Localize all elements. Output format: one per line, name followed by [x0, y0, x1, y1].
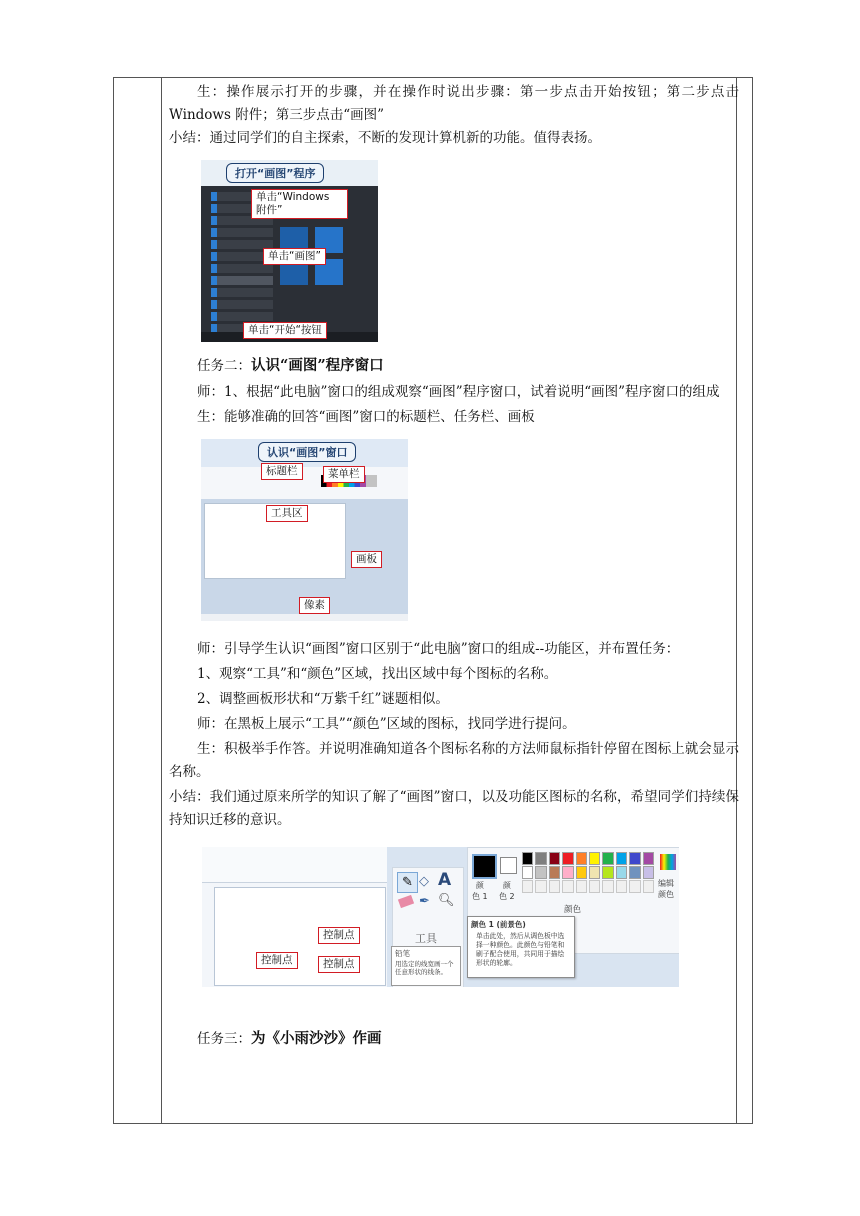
colors-label: 颜色	[564, 905, 582, 915]
paragraph-summary-1: 小结：通过同学们的自主探索，不断的发现计算机新的功能。值得表扬。	[169, 130, 601, 146]
color2-label: 颜 色 2	[499, 881, 515, 901]
paragraph-summary-2: 小结：我们通过原来所学的知识了解了“画图”窗口，以及功能区图标的名称，希望同学们持续保持知识迁移的意识。	[169, 789, 739, 828]
palette-swatch-empty[interactable]	[562, 880, 573, 893]
palette-swatch[interactable]	[562, 852, 573, 865]
figure-paint-window-title: 认识“画图”窗口	[258, 442, 356, 462]
paragraph-student-answer: 生：能够准确的回答“画图”窗口的标题栏、任务栏、画板	[197, 409, 535, 425]
palette-swatch-empty[interactable]	[616, 880, 627, 893]
color-palette	[522, 852, 656, 893]
callout-canvas: 画板	[351, 551, 382, 568]
figure-open-paint	[201, 160, 378, 342]
callout-pixel: 像素	[299, 597, 330, 614]
paragraph-task-2: 2、调整画板形状和“万紫千红”谜题相似。	[197, 691, 449, 707]
palette-swatch[interactable]	[562, 866, 573, 879]
table-column-divider-left	[161, 78, 162, 1123]
palette-swatch-empty[interactable]	[576, 880, 587, 893]
palette-swatch-empty[interactable]	[643, 880, 654, 893]
edit-colors-icon[interactable]	[660, 854, 676, 870]
callout-control-point-3: 控制点	[318, 956, 360, 973]
pencil-tooltip	[391, 946, 461, 986]
callout-titlebar: 标题栏	[261, 463, 303, 480]
callout-click-start: 单击“开始“按钮	[243, 322, 327, 339]
color1-tooltip-body: 单击此处，然后从调色板中选择一种颜色。此颜色与铅笔和刷子配合使用，共同用于描绘形状的轮廓。	[476, 932, 565, 967]
palette-swatch[interactable]	[602, 852, 613, 865]
lesson-table	[113, 77, 753, 1124]
canvas-small	[214, 887, 386, 986]
task2-heading	[169, 354, 739, 378]
task3-prefix: 任务三：	[197, 1031, 251, 1047]
paragraph-teacher-1: 师：1、根据“此电脑”窗口的组成观察“画图”程序窗口，试着说明“画图”程序窗口的组成	[197, 384, 720, 400]
palette-swatch[interactable]	[643, 852, 654, 865]
callout-control-point-2: 控制点	[256, 952, 298, 969]
paragraph-student-steps: 生：操作展示打开的步骤，并在操作时说出步骤：第一步点击开始按钮；第二步点击 Windows 附件；第三步点击“画图”	[169, 84, 739, 123]
figure-paint-window	[201, 439, 408, 621]
paint-statusbar	[201, 614, 408, 621]
task2-title: 认识“画图”程序窗口	[251, 357, 384, 374]
palette-swatch[interactable]	[629, 852, 640, 865]
palette-swatch[interactable]	[616, 852, 627, 865]
callout-menubar: 菜单栏	[323, 466, 365, 483]
palette-swatch[interactable]	[549, 866, 560, 879]
callout-control-point-1: 控制点	[318, 927, 360, 944]
palette-swatch[interactable]	[589, 866, 600, 879]
palette-swatch[interactable]	[576, 852, 587, 865]
tools-label: 工具	[415, 932, 437, 945]
palette-swatch[interactable]	[589, 852, 600, 865]
figure-open-paint-title: 打开“画图”程序	[226, 163, 324, 183]
pencil-tooltip-body: 用选定的线宽画一个任意形状的线条。	[395, 960, 454, 976]
magnifier-icon[interactable]: 🔍︎	[438, 893, 455, 908]
task3-heading	[169, 1027, 739, 1051]
palette-swatch-empty[interactable]	[589, 880, 600, 893]
task2-prefix: 任务二：	[197, 358, 251, 374]
palette-swatch-empty[interactable]	[629, 880, 640, 893]
palette-swatch[interactable]	[576, 866, 587, 879]
content-cell	[169, 78, 739, 1051]
ribbon-small	[202, 847, 387, 883]
palette-swatch-empty[interactable]	[535, 880, 546, 893]
palette-swatch[interactable]	[602, 866, 613, 879]
color1-swatch[interactable]	[472, 854, 497, 879]
edit-colors-label: 编辑 颜色	[658, 879, 674, 899]
palette-swatch[interactable]	[643, 866, 654, 879]
color2-swatch[interactable]	[500, 857, 517, 874]
color-picker-icon[interactable]: ✒	[419, 894, 430, 909]
task3-title: 为《小雨沙沙》作画	[251, 1030, 382, 1047]
palette-swatch[interactable]	[616, 866, 627, 879]
pencil-icon[interactable]: ✎	[397, 872, 418, 893]
eraser-icon[interactable]	[398, 895, 414, 908]
callout-windows-accessories: 单击“Windows 附件”	[251, 189, 348, 219]
palette-swatch-empty[interactable]	[602, 880, 613, 893]
palette-swatch[interactable]	[549, 852, 560, 865]
palette-swatch[interactable]	[535, 866, 546, 879]
palette-swatch[interactable]	[522, 852, 533, 865]
color1-label: 颜 色 1	[472, 881, 488, 901]
callout-tools-area: 工具区	[266, 505, 308, 522]
palette-row	[522, 852, 656, 865]
paragraph-teacher-2: 师：引导学生认识“画图”窗口区别于“此电脑”窗口的组成--功能区，并布置任务：	[197, 641, 680, 657]
color1-tooltip	[467, 916, 575, 978]
palette-row	[522, 866, 656, 879]
palette-row-custom	[522, 880, 656, 893]
tools-panel	[392, 867, 464, 987]
paragraph-student-raise: 生：积极举手作答。并说明准确知道各个图标名称的方法师鼠标指针停留在图标上就会显示名称。	[169, 741, 739, 780]
palette-swatch[interactable]	[535, 852, 546, 865]
callout-click-paint: 单击“画图”	[263, 248, 326, 265]
color1-tooltip-title: 颜色 1 (前景色)	[471, 920, 526, 929]
palette-swatch[interactable]	[522, 866, 533, 879]
paragraph-task-1: 1、观察“工具”和“颜色”区域，找出区域中每个图标的名称。	[197, 666, 558, 682]
palette-swatch[interactable]	[629, 866, 640, 879]
palette-swatch-empty[interactable]	[549, 880, 560, 893]
pencil-tooltip-title: 铅笔	[395, 949, 410, 958]
text-icon[interactable]: A	[438, 870, 452, 890]
palette-swatch-empty[interactable]	[522, 880, 533, 893]
figure-tools-colors	[202, 847, 679, 987]
fill-icon[interactable]: ◇	[419, 874, 429, 889]
paragraph-teacher-3: 师：在黑板上展示“工具”“颜色”区域的图标，找同学进行提问。	[197, 716, 576, 732]
